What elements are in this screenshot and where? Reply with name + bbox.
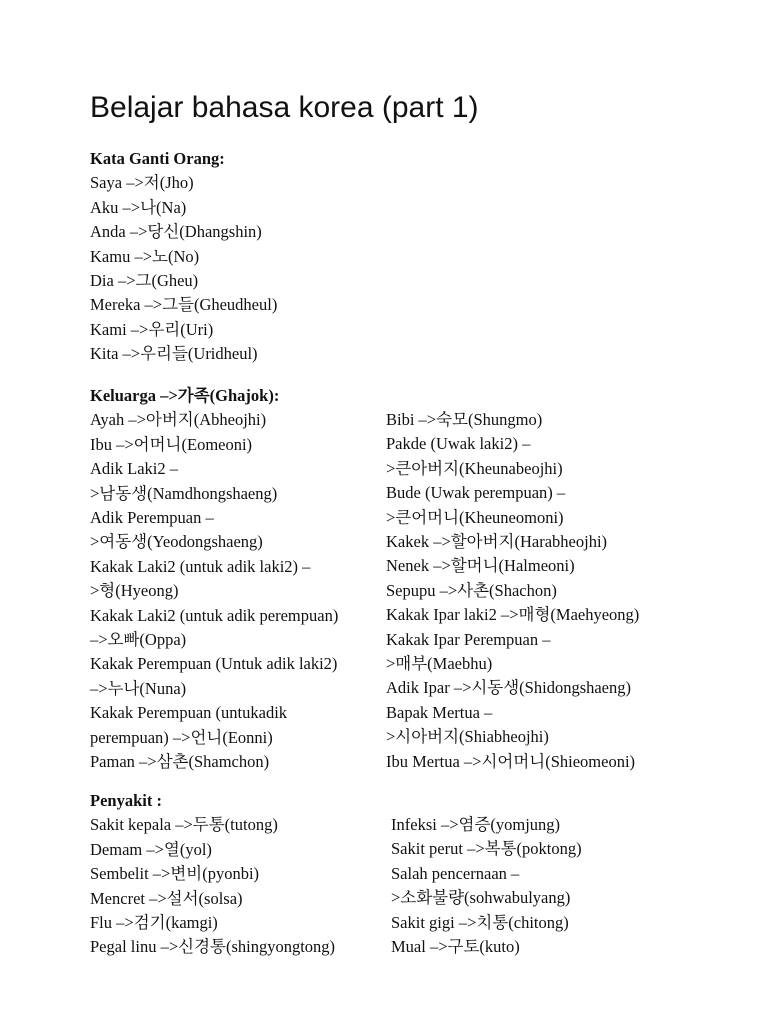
list-item: –>누나(Nuna) <box>90 678 187 698</box>
list-item: Nenek –>할머니(Halmeoni) <box>386 556 575 576</box>
list-item: Kakak Laki2 (untuk adik laki2) – <box>90 556 311 576</box>
list-item: Pegal linu –>신경통(shingyongtong) <box>90 937 336 957</box>
pronoun-list <box>90 171 690 366</box>
sickness-column-right <box>391 813 691 959</box>
list-item: Infeksi –>염증(yomjung) <box>391 815 561 834</box>
list-item: Kamu –>노(No) <box>90 246 200 266</box>
list-item: Sakit perut –>복통(poktong) <box>391 839 582 859</box>
list-item: Paman –>삼촌(Shamchon) <box>90 752 270 772</box>
list-item: Salah pencernaan – <box>391 863 520 883</box>
list-item: Demam –>열(yol) <box>90 839 212 859</box>
list-item: Aku –>나(Na) <box>90 197 187 217</box>
list-item: Dia –>그(Gheu) <box>90 271 199 291</box>
list-item: Bapak Mertua – <box>386 702 493 722</box>
list-item: Sembelit –>변비(pyonbi) <box>90 864 260 884</box>
list-item: Kakak Perempuan (Untuk adik laki2) <box>90 654 338 674</box>
list-item: Kita –>우리들(Uridheul) <box>90 344 258 364</box>
list-item: Bibi –>숙모(Shungmo) <box>386 410 543 429</box>
list-item: Sakit kepala –>두통(tutong) <box>90 815 278 835</box>
section-heading-pronouns: Kata Ganti Orang: <box>90 149 225 168</box>
list-item: >큰어머니(Kheuneomoni) <box>386 507 564 527</box>
list-item: Pakde (Uwak laki2) – <box>386 434 531 454</box>
list-item: Kakak Laki2 (untuk adik perempuan) <box>90 605 339 625</box>
list-item: Mereka –>그들(Gheudheul) <box>90 295 278 315</box>
section-pronouns <box>90 147 690 367</box>
list-item: >형(Hyeong) <box>90 581 179 601</box>
sickness-column-left <box>90 789 385 960</box>
list-item: Sepupu –>사촌(Shachon) <box>386 580 557 600</box>
list-item: Adik Perempuan – <box>90 508 214 528</box>
list-item: Kakek –>할아버지(Harabheojhi) <box>386 532 608 552</box>
list-item: Kakak Ipar Perempuan – <box>386 629 551 649</box>
list-item: >남동생(Namdhongshaeng) <box>90 483 278 503</box>
list-item: Ibu –>어머니(Eomeoni) <box>90 434 253 454</box>
list-item: Ayah –>아버지(Abheojhi) <box>90 410 267 430</box>
list-item: >여동생(Yeodongshaeng) <box>90 532 263 552</box>
list-item: Kami –>우리(Uri) <box>90 319 214 339</box>
list-item: perempuan) –>언니(Eonni) <box>90 727 273 747</box>
list-item: Flu –>검기(kamgi) <box>90 913 218 933</box>
page-title: Belajar bahasa korea (part 1) <box>90 91 479 124</box>
section-sickness <box>90 789 690 969</box>
list-item: >시아버지(Shiabheojhi) <box>386 727 549 747</box>
list-item: Anda –>당신(Dhangshin) <box>90 222 262 242</box>
list-item: >큰아버지(Kheunabeojhi) <box>386 458 563 478</box>
list-item: Ibu Mertua –>시어머니(Shieomeoni) <box>386 751 636 771</box>
list-item: Mencret –>설서(solsa) <box>90 888 243 908</box>
family-column-right <box>386 408 686 774</box>
list-item: Adik Laki2 – <box>90 459 178 479</box>
list-item: Kakak Perempuan (untukadik <box>90 703 288 723</box>
list-item: Kakak Ipar laki2 –>매형(Maehyeong) <box>386 605 640 625</box>
list-item: –>오빠(Oppa) <box>90 630 187 650</box>
list-item: >매부(Maebhu) <box>386 654 493 674</box>
section-heading-sickness: Penyakit : <box>90 791 162 810</box>
section-family <box>90 384 690 784</box>
list-item: Mual –>구토(kuto) <box>391 937 520 957</box>
section-heading-family: Keluarga –>가족(Ghajok): <box>90 386 280 405</box>
list-item: >소화불량(sohwabulyang) <box>391 888 571 908</box>
list-item: Saya –>저(Jho) <box>90 173 194 193</box>
list-item: Adik Ipar –>시동생(Shidongshaeng) <box>386 678 632 698</box>
list-item: Bude (Uwak perempuan) – <box>386 483 566 503</box>
family-column-left <box>90 384 380 775</box>
list-item: Sakit gigi –>치통(chitong) <box>391 912 569 932</box>
